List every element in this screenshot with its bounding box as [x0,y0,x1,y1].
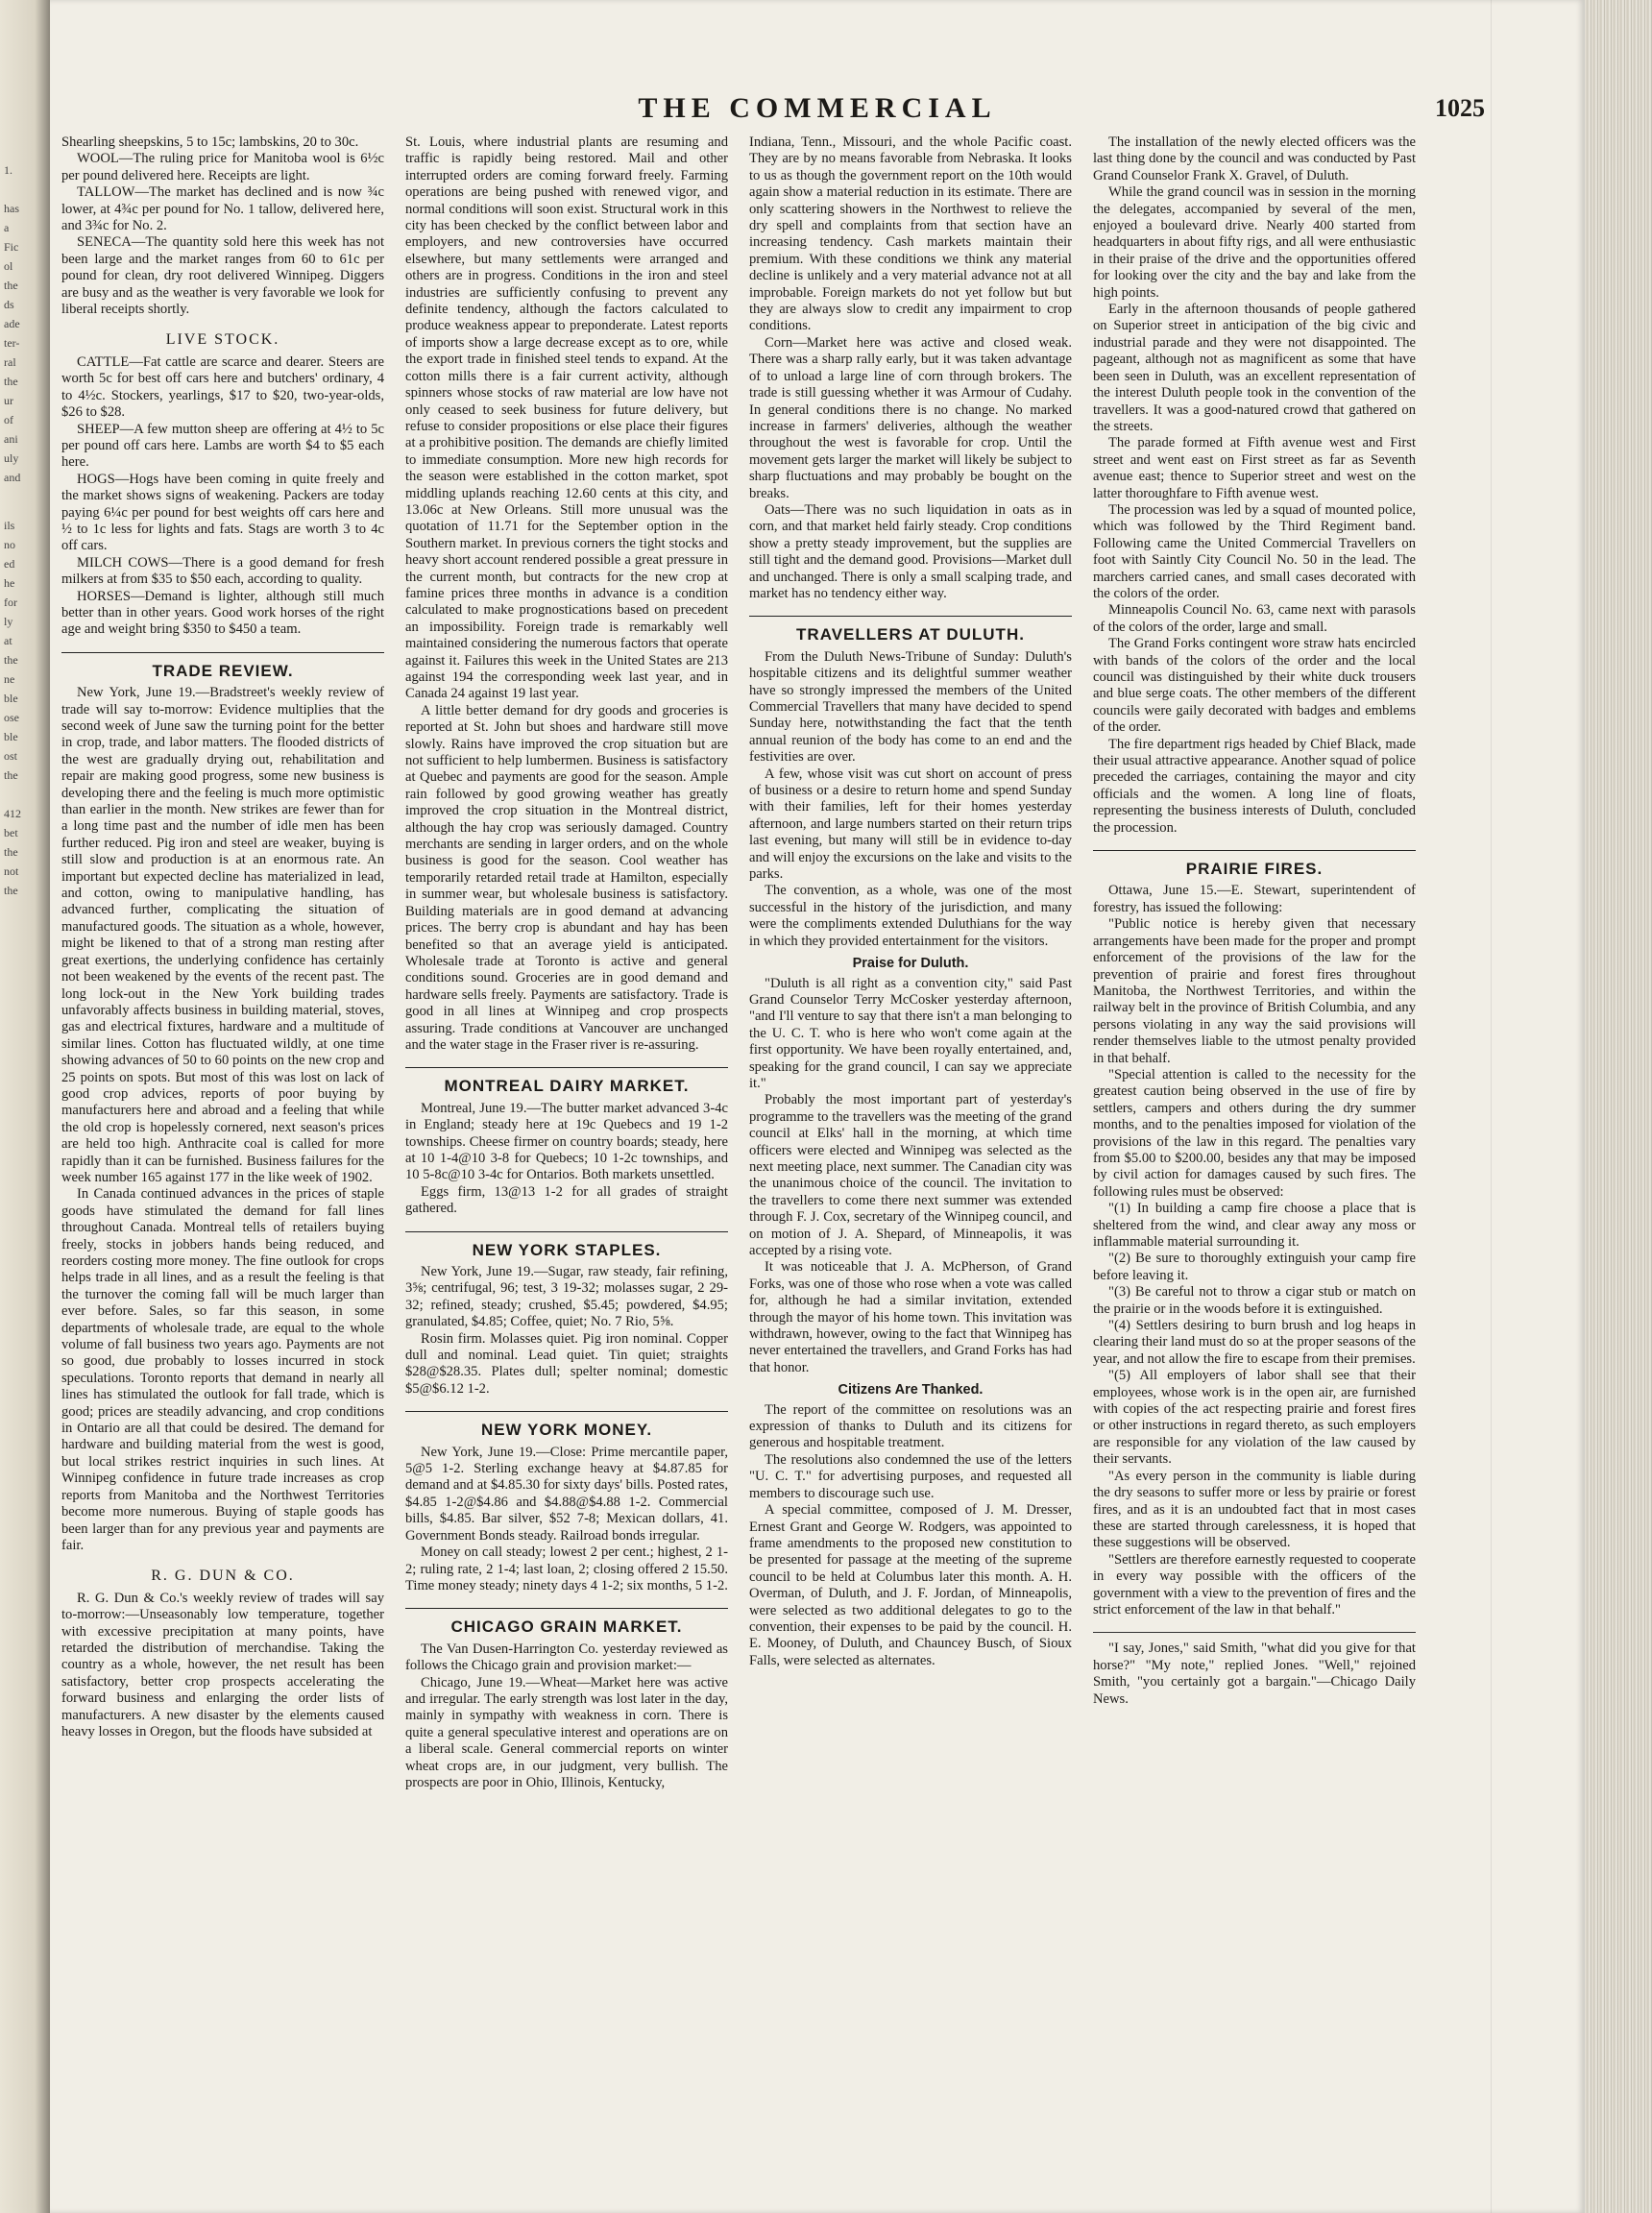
paragraph: TALLOW—The market has declined and is now ¾c lower, at 4¾c per pound for No. 1 tallow, delivered here, and 3¾c for No. 2. [61,184,384,234]
paragraph: While the grand council was in session in the morning the delegates, accompanied by several of the men, enjoyed a boulevard drive. Nearly 400 started from headquarters in about fifty rigs, and all were enthusiastic in their praise of the drive and the opportunities offered for looking over the city and the bay and lake from the high points. [1093,184,1416,301]
paragraph: The procession was led by a squad of mounted police, which was followed by the Third Regiment band. Following came the United Commercial Travellers on foot with Saintly City Council No. 50 in the lead. The marchers carried canes, and small cases decorated with the colors of the order. [1093,501,1416,601]
margin-fragment: the [4,375,18,388]
paragraph: New York, June 19.—Close: Prime mercantile paper, 5@5 1-2. Sterling exchange heavy at $4.87.85 for demand and at $4.85.30 for sixty days' bills. Posted rates, $4.85 1-2@$4.86 and $4.88@$4.88 1-2. Commercial bills, $4.85. Bar silver, $52 7-8; Mexican dollars, 41. Government Bonds steady. Railroad bonds irregular. [405,1444,728,1544]
paragraph: "Duluth is all right as a convention city," said Past Grand Counselor Terry McCosker yesterday afternoon, "and I'll venture to say that there isn't a man belonging to the U. C. T. who is here who won't come again at the first opportunity. We have been royally entertained, and, speaking for the grand council, I can say we appreciate it." [749,975,1072,1091]
paragraph: R. G. Dun & Co.'s weekly review of trades will say to-morrow:—Unseasonably low temperature, together with excessive precipitation at many points, have retarded the distribution of merchandise. Taking the country as a whole, however, the net result has been satisfactory, better crop prospects accelerating the forward business and enlarging the order lists of manufacturers. A new disaster by the elements caused heavy losses in Oregon, but the floods have subsided at [61,1590,384,1739]
margin-fragment: ral [4,355,16,369]
margin-fragment: ost [4,749,18,763]
margin-fragment: ter- [4,336,20,350]
paragraph: The convention, as a whole, was one of the most successful in the history of the jurisdiction, and many were the compliments extended Duluthians for the way in which they provided entertainment for the visitors. [749,883,1072,949]
subheading: Praise for Duluth. [852,956,969,972]
paragraph: HORSES—Demand is lighter, although still much better than in other years. Good work horses of the right age and weight bring $350 to $450 a team. [61,588,384,638]
column-1 [61,134,384,2200]
margin-fragment: ade [4,317,20,330]
paragraph: Eggs firm, 13@13 1-2 for all grades of straight gathered. [405,1183,728,1217]
section-heading: NEW YORK MONEY. [405,1411,728,1438]
paragraph: A special committee, composed of J. M. Dresser, Ernest Grant and George W. Rodgers, was appointed to frame amendments to the proposed new constitution to be presented for passage at the meeting of the supreme council to be held at Columbus later this month. A. H. Overman, of Duluth, and J. F. Jordan, of Minneapolis, were selected as two additional delegates to go to the convention, their expenses to be paid by the council. H. E. Mooney, of Duluth, and Chauncey Busch, of Sioux Falls, were selected as alternates. [749,1502,1072,1668]
paragraph: "As every person in the community is liable during the dry seasons to suffer more or less by prairie or forest fires, and as it is an undoubted fact that in most cases these are started through carelessness, it is hoped that these suggestions will be observed. [1093,1468,1416,1551]
paragraph: The Grand Forks contingent wore straw hats encircled with bands of the colors of the order and the local council was distinguished by their white duck trousers and blue serge coats. The other members of the different councils were gaily decorated with badges and emblems of the order. [1093,636,1416,736]
margin-fragment: a [4,221,10,234]
column-4 [1093,134,1416,2200]
page-fold-shadow [1491,0,1492,2213]
column-2 [405,134,728,2200]
margin-fragment: and [4,471,21,484]
paragraph: Oats—There was no such liquidation in oats as in corn, and that market held fairly steady. Crop conditions show a pretty steady improvement, but the supplies are still tight and the demand good. Provisions—Market dull and unchanged. There is only a small scalping trade, and market has no tendency either way. [749,501,1072,601]
paragraph: A few, whose visit was cut short on account of press of business or a desire to return home and spend Sunday with their families, left for their homes yesterday afternoon, and large numbers started on their return trips last evening, but many will still be in evidence to-day and will enjoy the excursions on the lake and visits to the parks. [749,766,1072,883]
margin-fragment: of [4,413,13,426]
paragraph: "(3) Be careful not to throw a cigar stub or match on the prairie or in the woods before it is extinguished. [1093,1284,1416,1317]
paragraph: Corn—Market here was active and closed weak. There was a sharp rally early, but it was taken advantage of to unload a large line of corn through brokers. The trade is still guessing whether it was Armour of Cudahy. In general conditions there is no change. No marked increase in farmers' deliveries, although the weather throughout the west is favorable for crop. Until the movement gets larger the market will likely be subject to sharp fluctuations and may probably be bought on the breaks. [749,334,1072,501]
paragraph: Rosin firm. Molasses quiet. Pig iron nominal. Copper dull and nominal. Lead quiet. Tin quiet; straights $28@$28.35. Plates dull; spelter nominal; domestic $5@$6.12 1-2. [405,1330,728,1397]
paragraph: "(1) In building a camp fire choose a place that is sheltered from the wind, and clear away any moss or inflammable material surrounding it. [1093,1201,1416,1250]
margin-fragment: uly [4,451,19,465]
margin-fragment: ed [4,557,15,571]
section-heading: PRAIRIE FIRES. [1093,850,1416,877]
paragraph: "(2) Be sure to thoroughly extinguish your camp fire before leaving it. [1093,1251,1416,1283]
section-heading: R. G. DUN & CO. [151,1568,295,1585]
paragraph: MILCH COWS—There is a good demand for fresh milkers at from $35 to $50 each, according to quality. [61,554,384,588]
paragraph: Money on call steady; lowest 2 per cent.; highest, 2 1-2; ruling rate, 2 1-4; last loan, 2; closing offered 2 15.50. Time money steady; ninety days 4 1-2; six months, 5 1-2. [405,1544,728,1593]
margin-fragment: ne [4,672,15,686]
section-heading: LIVE STOCK. [165,331,280,349]
page-stack-edge [1585,0,1652,2213]
running-head [50,92,1585,131]
paragraph: Montreal, June 19.—The butter market advanced 3-4c in England; steady here at 19c Quebecs and 19 1-2 townships. Cheese firmer on country boards; steady, here at 10 1-4@10 3-8 for Quebecs; 10 1-2c townships, and 10 5-8c@10 3-4c for Ontarios. Both markets unsettled. [405,1100,728,1183]
section-heading: TRADE REVIEW. [61,652,384,679]
paragraph: "Special attention is called to the necessity for the greatest caution being observed in the use of fire by settlers, campers and others during the dry summer months, and to the penalties imposed for violation of the provisions of the law in this regard. The penalties vary from $5.00 to $200.00, besides any that may be imposed by civil action for damages caused by such fires. The following rules must be observed: [1093,1066,1416,1200]
paragraph: A little better demand for dry goods and groceries is reported at St. John but shoes and hardware still move slowly. Rains have improved the crop situation but are not sufficient to help lumbermen. Business is satisfactory at Quebec and payments are good for the season. Ample rain followed by good growing weather has greatly improved the crop situation in the Montreal district, although the hay crop was seriously damaged. Country merchants are sending in larger orders, and on the whole business is good for the season. Cool weather has temporarily retarded retail trade at Hamilton, especially in summer wear, but wholesale business is satisfactory. Building materials are in good demand at advancing prices. The berry crop is abundant and hay has been benefited so that an average yield is anticipated. Wholesale trade at Toronto is active and general conditions sound. Groceries are in good demand and hardware sells freely. Payments are satisfactory. Trade is good in all lines at Winnipeg and crop prospects assuring. Trade conditions at Vancouver are unchanged and the water stage in the Fraser river is re-assuring. [405,702,728,1053]
paragraph: Probably the most important part of yesterday's programme to the travellers was the meeting of the grand council at Elks' hall in the morning, at which time officers were elected and Winnipeg was selected as the next meeting place, next summer. The Canadian city was the unanimous choice of the council. The invitation to the travellers to come there next summer was extended through F. J. Cox, secretary of the Winnipeg council, and on motion of J. A. Shepard, of Minneapolis, it was accepted by a rising vote. [749,1092,1072,1258]
paragraph: HOGS—Hogs have been coming in quite freely and the market shows signs of weakening. Packers are today paying 6¼c per pound for best weights off cars here and ½ to 1c less for lights and fats. Stags are worth 3 to 4c off cars. [61,471,384,554]
paragraph: New York, June 19.—Bradstreet's weekly review of trade will say to-morrow: Evidence multiplies that the second week of June saw the turning point for the better in crop, trade, and labor matters. The flooded districts of the west are gradually drying out, rehabilitation and repair are making good progress, some new business is developing there and the feeling is much more optimistic than earlier in the month. New strikes are fewer than for a long time past and the number of idle men has been further reduced. Pig iron and steel are weaker, buying is still slow and production is at an enormous rate. An important but expected decline has materialized in lead, and cotton, owing to manipulative handling, has advanced further, complicating the situation of manufactured goods. The situation as a whole, however, might be likened to that of a strong man resting after great exertions, the underlying confidence has certainly not been weakened by the events of the recent past. The long lock-out in the New York building trades unfavorably affects business in building material, stoves, gas and electrical fixtures, hardware and a multitude of similar lines. Cotton has fluctuated wildly, at one time showing advances of 50 to 60 points on the new crop and 25 points on spots. But most of this was lost on lack of good crop advices, reports of poor buying by manufacturers here and abroad and a feeling that while the old crop is hopelessly cornered, next season's prices are held too high. Anthracite coal is called for more rapidly than it can be furnished. Business failures for the week number 165 against 177 in the like week of 1902. [61,685,384,1185]
paragraph: From the Duluth News-Tribune of Sunday: Duluth's hospitable citizens and its delightful summer weather have so strongly impressed the members of the United Commercial Travellers that many have decided to spend Sunday here, notwithstanding the fact that the tenth annual reunion of the body has come to an end and the festivities are over. [749,648,1072,766]
margin-fragment: ani [4,432,18,446]
margin-fragment: the [4,279,18,292]
margin-fragment: ble [4,692,18,705]
margin-fragment: ble [4,730,18,743]
paragraph: In Canada continued advances in the prices of staple goods have stimulated the demand for fall lines throughout Canada. Montreal tells of retailers buying freely, stocks in jobbers hands being reduced, and reorders costing more money. The fine outlook for crops helps trade in all lines, and as a result the feeling is that the turnover the coming fall will be much larger than ever before. Sales, so far this season, in some departments of wholesale trade, are equal to the whole volume of fall business two years ago. Payments are not so good, due probably to losses incurred in stock speculations. Toronto reports that demand in nearly all lines has stimulated the outlook for fall trade, which is good; prices are steadily advancing, and crop conditions in Ontario are all that could be desired. The demand for hardware and building material from the west is good, but local strikes restrict inquiries in such lines. At Winnipeg confidence in future trade increases as crop reports from Manitoba and the Northwest Territories become more numerous. Buying of staple goods has been larger than for any previous year and payments are fair. [61,1186,384,1553]
paragraph: "(5) All employers of labor shall see that their employees, whose work is in the open air, are furnished with copies of the act respecting prairie and forest fires or other instructions in regard thereto, as such employers are responsible for any violation of the law caused by their servants. [1093,1368,1416,1468]
section-heading: CHICAGO GRAIN MARKET. [405,1608,728,1635]
newspaper-page [50,0,1585,2213]
paragraph: "(4) Settlers desiring to burn brush and log heaps in clearing their land must do so at the proper seasons of the year, and not allow the fire to escape from their premises. [1093,1318,1416,1367]
margin-fragment: ur [4,394,13,407]
paragraph: "Settlers are therefore earnestly requested to cooperate in every way possible with the officers of the government with a view to the prevention of fires and the strict enforcement of the law in that behalf." [1093,1551,1416,1617]
paragraph: Chicago, June 19.—Wheat—Market here was active and irregular. The early strength was lost later in the day, mainly in sympathy with weakness in corn. There is quite a general speculative interest and operations are on a liberal scale. General commercial reports on winter wheat crops are, in our judgment, very bullish. The prospects are poor in Ohio, Illinois, Kentucky, [405,1674,728,1790]
adjacent-page-margin [0,0,50,2213]
margin-fragment: bet [4,826,18,839]
paragraph: It was noticeable that J. A. McPherson, of Grand Forks, was one of those who rose when a vote was called for, although he had a similar invitation, extended through the mayor of his home town. This invitation was withdrawn, however, owing to the fact that Winnipeg has never entertained the travellers, and Grand Forks has had that honor. [749,1259,1072,1375]
paragraph: The parade formed at Fifth avenue west and First street and went east on First street as far as Seventh avenue east; thence to Superior street and west on the latter thoroughfare to Fifth avenue west. [1093,435,1416,501]
margin-fragment: for [4,596,17,609]
masthead: THE COMMERCIAL [638,92,997,124]
margin-fragment: not [4,864,19,878]
margin-fragment: the [4,653,18,667]
paragraph: The fire department rigs headed by Chief Black, made their usual attractive appearance. Another squad of police preceded the carriages, containing the mayor and city officials and the women. A long line of floats, representing the business interests of Duluth, concluded the procession. [1093,736,1416,836]
paragraph: The report of the committee on resolutions was an expression of thanks to Duluth and its citizens for generous and hospitable treatment. [749,1401,1072,1451]
paragraph: The installation of the newly elected officers was the last thing done by the council and was conducted by Past Grand Counselor Frank X. Gravel, of Duluth. [1093,134,1416,183]
margin-fragment: Fic [4,240,19,254]
margin-fragment: the [4,768,18,782]
margin-fragment: ds [4,298,14,311]
margin-fragment: ose [4,711,19,724]
subheading: Citizens Are Thanked. [838,1382,984,1398]
paragraph: The resolutions also condemned the use of the letters "U. C. T." for advertising purposes, and requested all members to discourage such use. [749,1451,1072,1501]
closing-anecdote: "I say, Jones," said Smith, "what did you give for that horse?" "My note," replied Jones. "Well," rejoined Smith, "you certainly got a bargain."—Chicago Daily News. [1093,1632,1416,1708]
paragraph: The Van Dusen-Harrington Co. yesterday reviewed as follows the Chicago grain and provision market:— [405,1641,728,1674]
paragraph: Early in the afternoon thousands of people gathered on Superior street in anticipation of the big civic and industrial parade and they were not disappointed. The pageant, although not as magnificent as some that have been seen in Duluth, was an excellent representation of the interest Duluth people took in the convention of the travellers. It was a good-natured crowd that gathered on the streets. [1093,302,1416,434]
margin-fragment: has [4,202,19,215]
margin-fragment: no [4,538,15,551]
paragraph: Shearling sheepskins, 5 to 15c; lambskins, 20 to 30c. [61,134,359,150]
paragraph: Indiana, Tenn., Missouri, and the whole Pacific coast. They are by no means favorable from Nebraska. It looks to us as though the government report on the 10th would again show a material reduction in its estimate. There are only scattering showers in the Northwest to relieve the dry spell and complaints from that section have an increasing tendency. Cash markets maintain their premium. With these conditions we think any material decline is unlikely and a very material advance not at all improbable. Foreign markets do not yet follow but but they are always slow to credit any impairment to crop conditions. [749,134,1072,334]
margin-fragment: ol [4,259,13,273]
section-heading: TRAVELLERS AT DULUTH. [749,616,1072,643]
paragraph: Minneapolis Council No. 63, came next with parasols of the colors of the order, large and small. [1093,602,1416,635]
page-number: 1025 [1435,94,1485,122]
margin-fragment: ly [4,615,13,628]
margin-fragment: the [4,845,18,859]
margin-fragment: at [4,634,12,647]
margin-fragment: 1. [4,163,12,177]
margin-fragment: ils [4,519,15,532]
section-heading: NEW YORK STAPLES. [405,1231,728,1258]
column-3 [749,134,1072,2200]
margin-fragment: 412 [4,807,21,820]
paragraph: St. Louis, where industrial plants are resuming and traffic is rapidly being restored. Mail and other interrupted orders are coming forward freely. Farming operations are being pushed with renewed vigor, and normal conditions will soon exist. Structural work in this city has been checked by the conflict between labor and employers, and new controversies have occurred elsewhere, but many settlements were arranged and others are in progress. Conditions in the iron and steel industries are sufficiently confusing to prevent any definite tendency, although the factors calculated to produce weakness appear to preponderate. Latest reports of imports show a large decrease except as to ore, while the export trade in finished steel tends to expand. At the cotton mills there is a fair current activity, although spinners whose stocks of raw material are low have not only ceased to seek business for future delivery, but refuse to consider propositions or else place their figures at a prohibitive position. The demands are chiefly limited to immediate consumption. More new high records for the season were established in the cotton market, spot middling uplands reaching 12.60 cents at this city, and 13.06c at New Orleans. Still more unusual was the quotation of 11.71 for the September option in the Southern market. In previous corners the tight stocks and heavy short account rendered possible a great pressure in the current month, but contracts for the new crop at famine prices three months in advance is a condition calculated to make prognostications based on precedent an impossibility. Foreign trade is remarkably well maintained considering the numerous factors that operate against it. Failures this week in the United States are 213 against 194 the corresponding week last year, and in Canada 24 against 19 last year. [405,134,728,702]
margin-fragment: the [4,884,18,897]
paragraph: SENECA—The quantity sold here this week has not been large and the market ranges from 60 to 61c per pound for clean, dry root delivered Winnipeg. Diggers are busy and as the weather is very favorable we look for liberal receipts shortly. [61,234,384,318]
section-heading: MONTREAL DAIRY MARKET. [405,1067,728,1094]
paragraph: WOOL—The ruling price for Manitoba wool is 6½c per pound delivered here. Receipts are light. [61,151,384,183]
paragraph: SHEEP—A few mutton sheep are offering at 4½ to 5c per pound off cars here. Lambs are worth $4 to $5 each here. [61,421,384,471]
paragraph: New York, June 19.—Sugar, raw steady, fair refining, 3⅝; centrifugal, 96; test, 3 19-32; molasses sugar, 2 29-32; refined, steady; crushed, $5.45; powdered, $4.95; granulated, $4.85; Coffee, quiet; No. 7 Rio, 5⅝. [405,1264,728,1330]
paragraph: Ottawa, June 15.—E. Stewart, superintendent of forestry, has issued the following: [1093,883,1416,915]
paragraph: "Public notice is hereby given that necessary arrangements have been made for the proper and prompt enforcement of the provisions of the law for the prevention of prairie and forest fires throughout Manitoba, the Northwest Territories, and within the railway belt in the province of British Columbia, and any persons violating in any way the said provisions will render themselves liable to the utmost penalty provided in that behalf. [1093,916,1416,1066]
paragraph: CATTLE—Fat cattle are scarce and dearer. Steers are worth 5c for best off cars here and butchers' ordinary, 4 to 4½c. Stockers, yearlings, $17 to $20, two-year-olds, $26 to $28. [61,353,384,421]
margin-fragment: he [4,576,15,590]
